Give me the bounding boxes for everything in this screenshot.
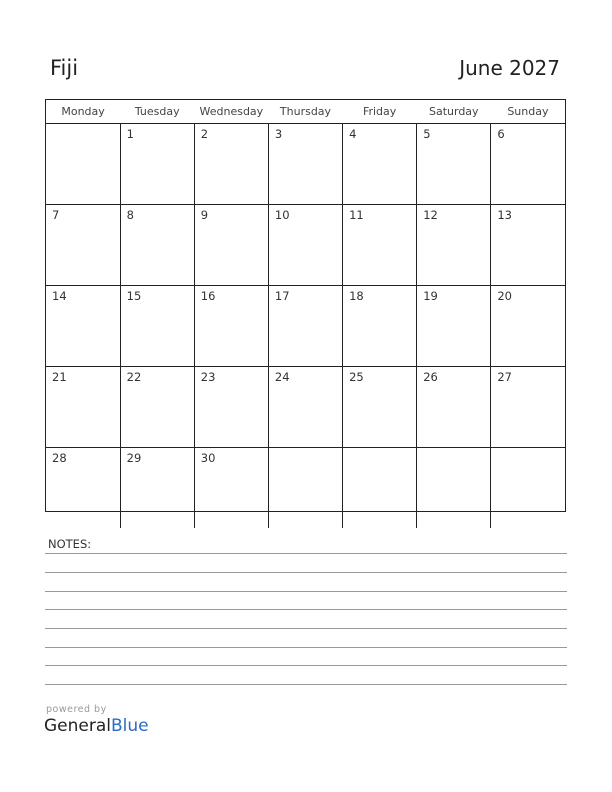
weekday-header: Saturday: [417, 100, 491, 124]
day-cell: 18: [343, 286, 417, 367]
weekday-header: Wednesday: [194, 100, 268, 124]
note-line: [45, 553, 567, 554]
day-cell: [417, 448, 491, 529]
note-line: [45, 684, 567, 685]
day-cell: 14: [46, 286, 120, 367]
day-cell: 8: [120, 205, 194, 286]
day-cell: 26: [417, 367, 491, 448]
notes-label: NOTES:: [48, 537, 92, 551]
day-cell: [268, 448, 342, 529]
powered-by-text: powered by: [46, 704, 107, 715]
day-cell: 10: [268, 205, 342, 286]
week-row: [46, 205, 565, 286]
day-cell: 2: [194, 124, 268, 205]
day-cell: 27: [491, 367, 565, 448]
day-cell: 15: [120, 286, 194, 367]
week-row: [46, 367, 565, 448]
generalblue-logo[interactable]: [44, 716, 149, 736]
day-cell: [46, 124, 120, 205]
day-cell: 12: [417, 205, 491, 286]
weekday-header: Thursday: [268, 100, 342, 124]
day-cell: 9: [194, 205, 268, 286]
note-line: [45, 628, 567, 629]
note-line: [45, 591, 567, 592]
day-cell: [343, 448, 417, 529]
weekday-header: Sunday: [491, 100, 565, 124]
day-cell: 30: [194, 448, 268, 529]
day-cell: 1: [120, 124, 194, 205]
week-row: [46, 286, 565, 367]
calendar-country-title: Fiji: [50, 56, 79, 80]
day-cell: 25: [343, 367, 417, 448]
week-row: [46, 124, 565, 205]
brand-general-text: General: [44, 716, 111, 736]
day-cell: 23: [194, 367, 268, 448]
day-cell: 13: [491, 205, 565, 286]
note-line: [45, 647, 567, 648]
day-cell: 4: [343, 124, 417, 205]
day-cell: 11: [343, 205, 417, 286]
day-cell: 21: [46, 367, 120, 448]
note-line: [45, 572, 567, 573]
day-cell: 28: [46, 448, 120, 529]
day-cell: 7: [46, 205, 120, 286]
day-cell: 29: [120, 448, 194, 529]
weekday-header: Monday: [46, 100, 120, 124]
day-cell: 16: [194, 286, 268, 367]
calendar-grid: [45, 99, 566, 512]
day-cell: [491, 448, 565, 529]
calendar-month-title: June 2027: [459, 56, 560, 80]
day-cell: 5: [417, 124, 491, 205]
day-cell: 22: [120, 367, 194, 448]
brand-blue-text: Blue: [111, 716, 149, 736]
weekday-header-row: [46, 100, 565, 124]
day-cell: 3: [268, 124, 342, 205]
day-cell: 17: [268, 286, 342, 367]
note-line: [45, 609, 567, 610]
day-cell: 24: [268, 367, 342, 448]
weekday-header: Tuesday: [120, 100, 194, 124]
day-cell: 20: [491, 286, 565, 367]
note-line: [45, 665, 567, 666]
weekday-header: Friday: [343, 100, 417, 124]
day-cell: 6: [491, 124, 565, 205]
day-cell: 19: [417, 286, 491, 367]
week-row: [46, 448, 565, 529]
